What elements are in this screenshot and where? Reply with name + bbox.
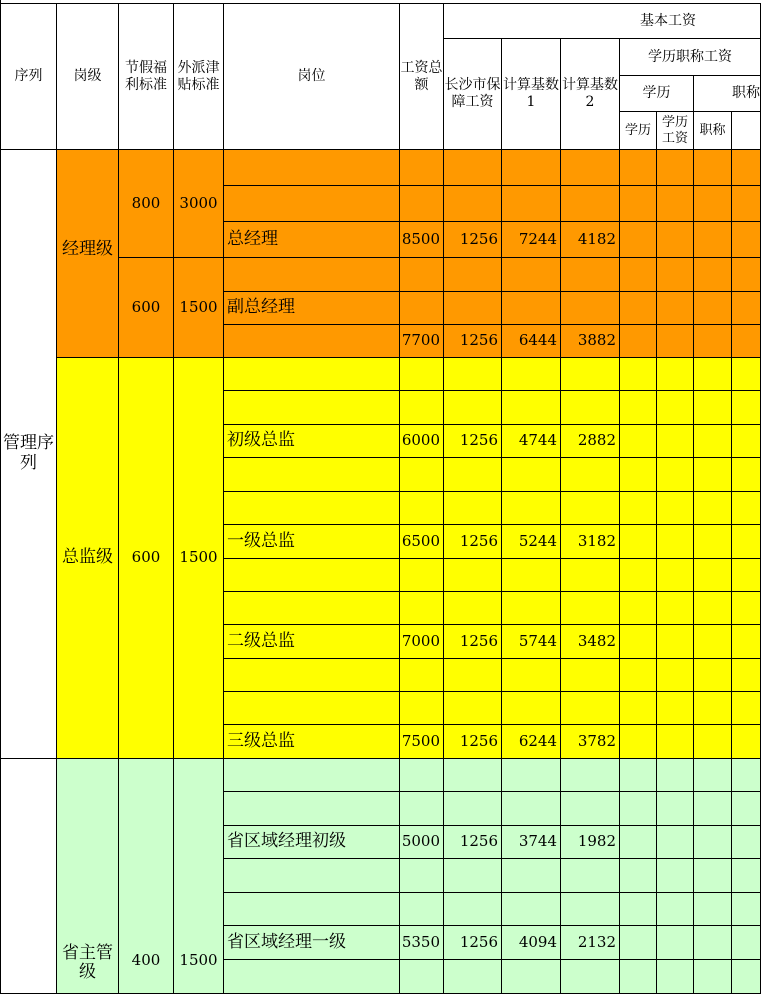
position-cell — [224, 150, 400, 186]
title-cell — [694, 692, 732, 725]
edu-cell — [620, 258, 657, 292]
extra-cell — [732, 859, 761, 893]
title-cell — [694, 759, 732, 792]
edu-wage-cell — [657, 759, 694, 792]
edu-cell — [620, 492, 657, 525]
base2-cell: 2132 — [561, 926, 620, 960]
extra-cell — [732, 186, 761, 222]
edu-wage-cell — [657, 659, 694, 692]
position-cell: 初级总监 — [224, 425, 400, 458]
total-cell — [400, 893, 444, 926]
changsha-cell — [444, 893, 502, 926]
edu-cell — [620, 592, 657, 625]
total-cell: 8500 — [400, 222, 444, 258]
holiday-value: 600 — [119, 358, 174, 759]
position-cell: 省区域经理一级 — [224, 926, 400, 960]
changsha-cell — [444, 186, 502, 222]
title-cell — [694, 525, 732, 559]
base1-cell — [502, 458, 561, 492]
grade-label: 省主管级 — [57, 759, 119, 994]
base2-cell — [561, 692, 620, 725]
base2-cell: 3182 — [561, 525, 620, 559]
total-cell — [400, 592, 444, 625]
title-cell — [694, 659, 732, 692]
changsha-cell: 1256 — [444, 826, 502, 859]
base1-cell: 6444 — [502, 325, 561, 358]
header-base2: 计算基数2 — [561, 39, 620, 150]
total-cell — [400, 960, 444, 994]
changsha-cell — [444, 960, 502, 994]
changsha-cell — [444, 150, 502, 186]
total-cell — [400, 759, 444, 792]
edu-cell — [620, 625, 657, 659]
position-cell — [224, 893, 400, 926]
holiday-value: 400 — [119, 759, 174, 994]
base2-cell — [561, 559, 620, 592]
header-title-partial: 职称 — [694, 76, 761, 112]
title-cell — [694, 725, 732, 759]
base2-cell — [561, 186, 620, 222]
edu-wage-cell — [657, 792, 694, 826]
base2-cell — [561, 358, 620, 391]
changsha-cell — [444, 592, 502, 625]
extra-cell — [732, 759, 761, 792]
base2-cell: 4182 — [561, 222, 620, 258]
edu-wage-cell — [657, 150, 694, 186]
base1-cell — [502, 960, 561, 994]
allowance-value: 1500 — [174, 258, 224, 358]
changsha-cell — [444, 458, 502, 492]
header-edu: 学历 — [620, 76, 694, 112]
position-cell: 副总经理 — [224, 292, 400, 325]
title-cell — [694, 893, 732, 926]
edu-cell — [620, 292, 657, 325]
allowance-value: 3000 — [174, 150, 224, 258]
extra-cell — [732, 358, 761, 391]
position-cell — [224, 186, 400, 222]
title-cell — [694, 559, 732, 592]
grade-label: 经理级 — [57, 150, 119, 358]
base1-cell — [502, 358, 561, 391]
base2-cell — [561, 391, 620, 425]
position-cell — [224, 759, 400, 792]
base2-cell — [561, 292, 620, 325]
edu-wage-cell — [657, 492, 694, 525]
total-cell — [400, 186, 444, 222]
extra-cell — [732, 725, 761, 759]
total-cell — [400, 692, 444, 725]
holiday-value: 800 — [119, 150, 174, 258]
extra-cell — [732, 150, 761, 186]
changsha-cell: 1256 — [444, 525, 502, 559]
extra-cell — [732, 826, 761, 859]
edu-wage-cell — [657, 222, 694, 258]
sequence-management: 管理序列 — [1, 150, 57, 759]
edu-wage-cell — [657, 625, 694, 659]
title-cell — [694, 458, 732, 492]
position-cell — [224, 391, 400, 425]
title-cell — [694, 826, 732, 859]
title-cell — [694, 391, 732, 425]
base2-cell — [561, 792, 620, 826]
title-cell — [694, 592, 732, 625]
base2-cell — [561, 759, 620, 792]
edu-wage-cell — [657, 258, 694, 292]
base1-cell — [502, 893, 561, 926]
extra-cell — [732, 458, 761, 492]
edu-wage-cell — [657, 525, 694, 559]
extra-cell — [732, 425, 761, 458]
base1-cell: 5744 — [502, 625, 561, 659]
total-cell — [400, 859, 444, 893]
position-cell — [224, 592, 400, 625]
base1-cell — [502, 592, 561, 625]
edu-cell — [620, 358, 657, 391]
position-cell: 三级总监 — [224, 725, 400, 759]
extra-cell — [732, 258, 761, 292]
changsha-cell — [444, 759, 502, 792]
base1-cell — [502, 792, 561, 826]
total-cell: 5350 — [400, 926, 444, 960]
edu-cell — [620, 325, 657, 358]
total-cell: 6000 — [400, 425, 444, 458]
base2-cell — [561, 258, 620, 292]
header-position: 岗位 — [224, 3, 400, 150]
header-grade: 岗级 — [57, 3, 119, 150]
edu-cell — [620, 893, 657, 926]
changsha-cell — [444, 258, 502, 292]
changsha-cell: 1256 — [444, 222, 502, 258]
changsha-cell: 1256 — [444, 625, 502, 659]
position-cell — [224, 358, 400, 391]
edu-wage-cell — [657, 725, 694, 759]
position-cell — [224, 559, 400, 592]
base2-cell: 3482 — [561, 625, 620, 659]
extra-cell — [732, 592, 761, 625]
base1-cell: 5244 — [502, 525, 561, 559]
changsha-cell — [444, 358, 502, 391]
header-basic-wage: 基本工资 — [444, 3, 761, 39]
position-cell — [224, 792, 400, 826]
title-cell — [694, 425, 732, 458]
base1-cell: 3744 — [502, 826, 561, 859]
header-title-sub: 职称 — [694, 112, 732, 150]
header-edu-wage: 学历工资 — [657, 112, 694, 150]
edu-wage-cell — [657, 592, 694, 625]
base2-cell — [561, 458, 620, 492]
base2-cell — [561, 859, 620, 893]
title-cell — [694, 792, 732, 826]
edu-cell — [620, 725, 657, 759]
total-cell: 6500 — [400, 525, 444, 559]
changsha-cell — [444, 391, 502, 425]
extra-cell — [732, 792, 761, 826]
grade-label: 总监级 — [57, 358, 119, 759]
header-total: 工资总额 — [400, 3, 444, 150]
base1-cell — [502, 559, 561, 592]
base1-cell — [502, 292, 561, 325]
extra-cell — [732, 659, 761, 692]
title-cell — [694, 325, 732, 358]
extra-cell — [732, 525, 761, 559]
header-extra — [732, 112, 761, 150]
edu-wage-cell — [657, 893, 694, 926]
total-cell — [400, 659, 444, 692]
holiday-value: 600 — [119, 258, 174, 358]
total-cell: 7000 — [400, 625, 444, 659]
edu-cell — [620, 859, 657, 893]
base2-cell: 1982 — [561, 826, 620, 859]
total-cell — [400, 792, 444, 826]
position-cell — [224, 960, 400, 994]
total-cell — [400, 391, 444, 425]
sequence-next — [1, 759, 57, 994]
extra-cell — [732, 625, 761, 659]
extra-cell — [732, 492, 761, 525]
base1-cell — [502, 186, 561, 222]
total-cell — [400, 292, 444, 325]
title-cell — [694, 258, 732, 292]
base2-cell — [561, 960, 620, 994]
edu-cell — [620, 458, 657, 492]
base1-cell — [502, 859, 561, 893]
edu-cell — [620, 826, 657, 859]
base2-cell — [561, 659, 620, 692]
changsha-cell: 1256 — [444, 926, 502, 960]
changsha-cell: 1256 — [444, 425, 502, 458]
allowance-value: 1500 — [174, 358, 224, 759]
extra-cell — [732, 325, 761, 358]
extra-cell — [732, 559, 761, 592]
edu-wage-cell — [657, 325, 694, 358]
changsha-cell — [444, 559, 502, 592]
title-cell — [694, 492, 732, 525]
extra-cell — [732, 926, 761, 960]
edu-wage-cell — [657, 358, 694, 391]
edu-wage-cell — [657, 292, 694, 325]
total-cell — [400, 150, 444, 186]
edu-wage-cell — [657, 926, 694, 960]
position-cell — [224, 258, 400, 292]
extra-cell — [732, 692, 761, 725]
header-edu-title-wage: 学历职称工资 — [620, 39, 761, 76]
title-cell — [694, 859, 732, 893]
title-cell — [694, 186, 732, 222]
base1-cell — [502, 391, 561, 425]
base1-cell — [502, 150, 561, 186]
base2-cell: 3782 — [561, 725, 620, 759]
total-cell: 7500 — [400, 725, 444, 759]
total-cell — [400, 358, 444, 391]
base1-cell: 6244 — [502, 725, 561, 759]
base2-cell — [561, 492, 620, 525]
total-cell: 5000 — [400, 826, 444, 859]
position-cell: 省区域经理初级 — [224, 826, 400, 859]
changsha-cell — [444, 659, 502, 692]
edu-cell — [620, 222, 657, 258]
edu-wage-cell — [657, 458, 694, 492]
header-base1: 计算基数1 — [502, 39, 561, 150]
title-cell — [694, 292, 732, 325]
edu-cell — [620, 692, 657, 725]
edu-wage-cell — [657, 960, 694, 994]
edu-cell — [620, 525, 657, 559]
edu-cell — [620, 391, 657, 425]
edu-wage-cell — [657, 559, 694, 592]
base1-cell: 4744 — [502, 425, 561, 458]
edu-cell — [620, 960, 657, 994]
total-cell: 7700 — [400, 325, 444, 358]
header-edu-sub: 学历 — [620, 112, 657, 150]
changsha-cell — [444, 859, 502, 893]
base1-cell — [502, 759, 561, 792]
changsha-cell — [444, 292, 502, 325]
title-cell — [694, 150, 732, 186]
base1-cell — [502, 692, 561, 725]
total-cell — [400, 559, 444, 592]
edu-cell — [620, 186, 657, 222]
position-cell: 二级总监 — [224, 625, 400, 659]
header-seq: 序列 — [1, 3, 57, 150]
base2-cell — [561, 893, 620, 926]
base1-cell: 7244 — [502, 222, 561, 258]
header-changsha: 长沙市保障工资 — [444, 39, 502, 150]
base1-cell — [502, 492, 561, 525]
changsha-cell — [444, 692, 502, 725]
total-cell — [400, 492, 444, 525]
edu-wage-cell — [657, 425, 694, 458]
edu-cell — [620, 150, 657, 186]
edu-wage-cell — [657, 391, 694, 425]
total-cell — [400, 458, 444, 492]
edu-cell — [620, 759, 657, 792]
edu-cell — [620, 659, 657, 692]
base2-cell: 3882 — [561, 325, 620, 358]
position-cell: 总经理 — [224, 222, 400, 258]
edu-wage-cell — [657, 692, 694, 725]
extra-cell — [732, 391, 761, 425]
title-cell — [694, 625, 732, 659]
edu-cell — [620, 559, 657, 592]
base1-cell: 4094 — [502, 926, 561, 960]
extra-cell — [732, 893, 761, 926]
position-cell — [224, 325, 400, 358]
title-cell — [694, 358, 732, 391]
base1-cell — [502, 659, 561, 692]
allowance-value: 1500 — [174, 759, 224, 994]
base2-cell: 2882 — [561, 425, 620, 458]
edu-wage-cell — [657, 186, 694, 222]
edu-cell — [620, 425, 657, 458]
changsha-cell: 1256 — [444, 725, 502, 759]
position-cell — [224, 692, 400, 725]
title-cell — [694, 926, 732, 960]
changsha-cell — [444, 492, 502, 525]
base1-cell — [502, 258, 561, 292]
total-cell — [400, 258, 444, 292]
edu-cell — [620, 926, 657, 960]
changsha-cell — [444, 792, 502, 826]
extra-cell — [732, 222, 761, 258]
position-cell — [224, 859, 400, 893]
edu-cell — [620, 792, 657, 826]
edu-wage-cell — [657, 859, 694, 893]
base2-cell — [561, 592, 620, 625]
header-holiday: 节假福利标准 — [119, 3, 174, 150]
title-cell — [694, 960, 732, 994]
base2-cell — [561, 150, 620, 186]
extra-cell — [732, 292, 761, 325]
position-cell — [224, 659, 400, 692]
edu-wage-cell — [657, 826, 694, 859]
title-cell — [694, 222, 732, 258]
changsha-cell: 1256 — [444, 325, 502, 358]
position-cell — [224, 458, 400, 492]
extra-cell — [732, 960, 761, 994]
position-cell — [224, 492, 400, 525]
header-allowance: 外派津贴标准 — [174, 3, 224, 150]
position-cell: 一级总监 — [224, 525, 400, 559]
